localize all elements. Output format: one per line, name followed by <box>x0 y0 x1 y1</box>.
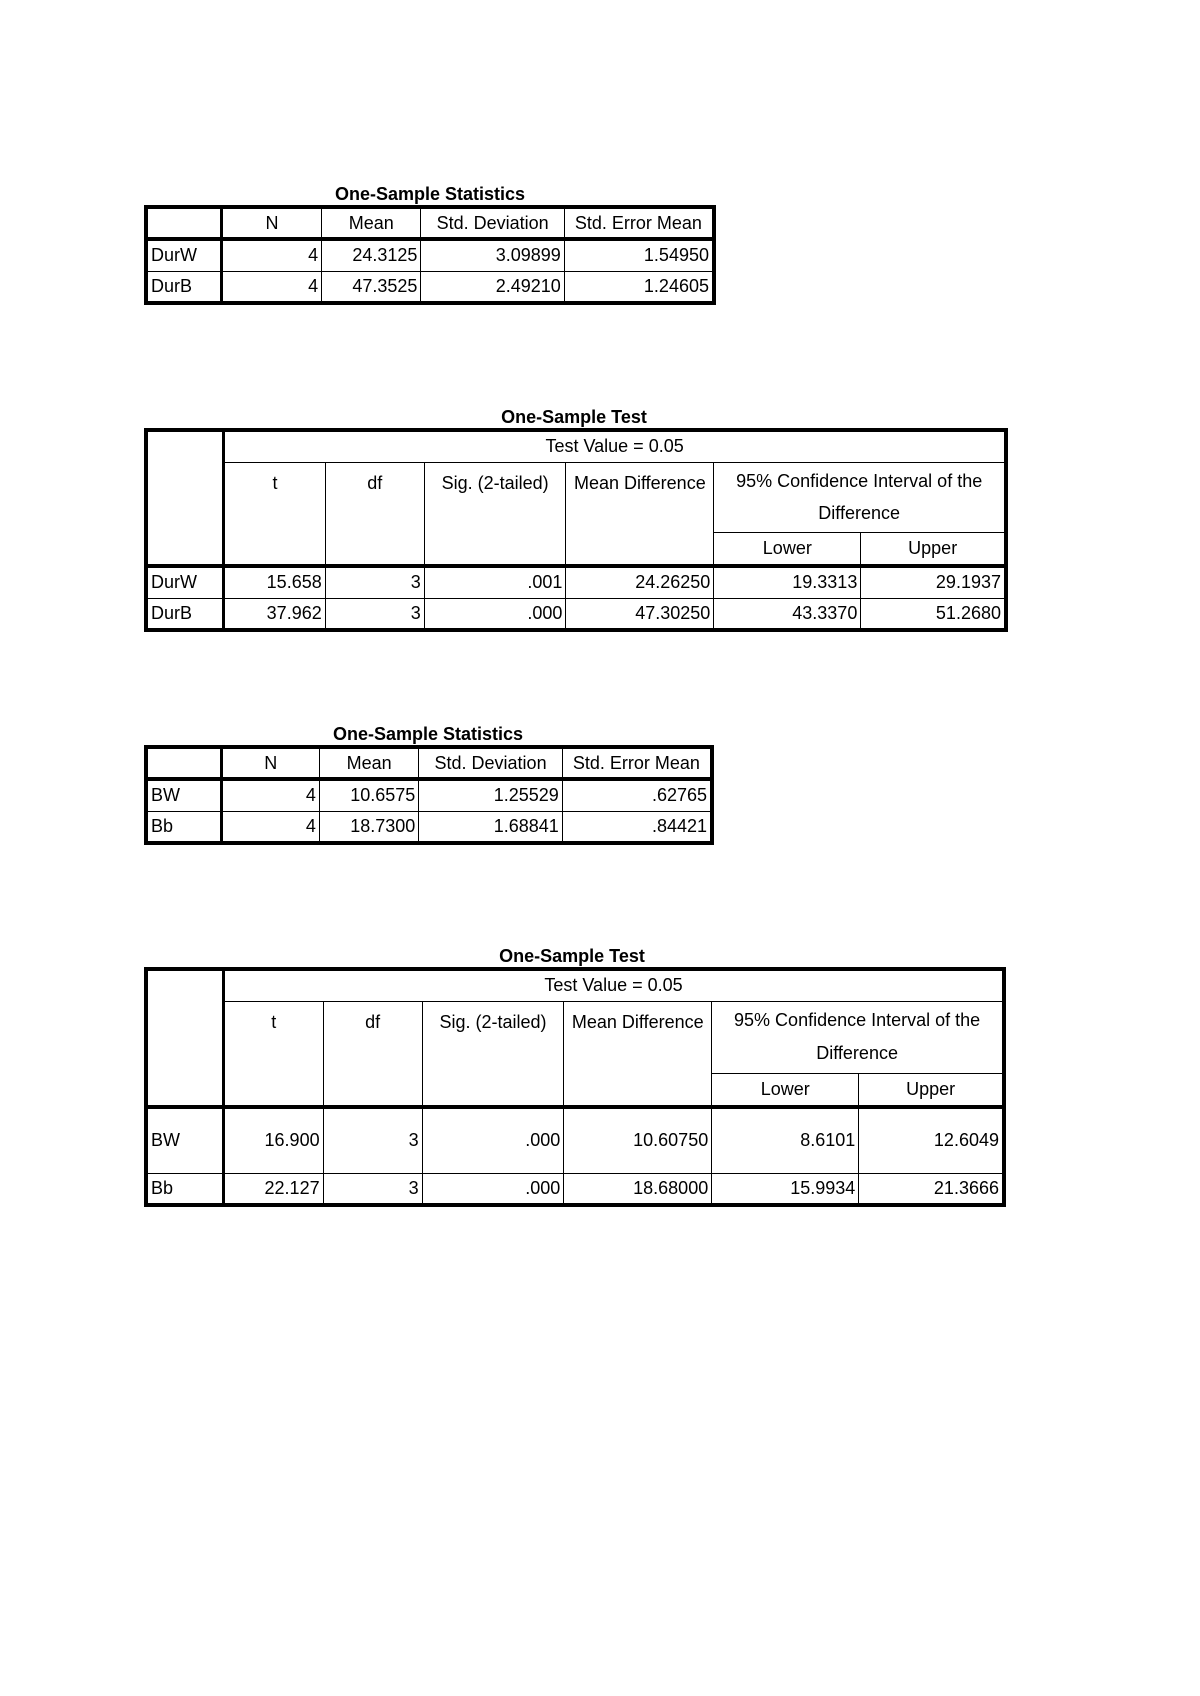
table-cell: 3.09899 <box>421 239 564 271</box>
table-cell: 47.3525 <box>322 271 421 303</box>
header-cell: Upper <box>861 533 1006 566</box>
table-row <box>146 598 1006 630</box>
table-cell: 1.25529 <box>419 779 562 811</box>
table-cell: .000 <box>422 1173 564 1205</box>
table-cell: 43.3370 <box>714 598 861 630</box>
row-label: DurB <box>146 598 224 630</box>
header-cell <box>146 207 222 239</box>
table-row <box>146 271 714 303</box>
row-label: Bb <box>146 1173 224 1205</box>
table-cell: 21.3666 <box>859 1173 1004 1205</box>
table-cell: .000 <box>422 1107 564 1173</box>
header-cell: Sig. (2-tailed) <box>424 462 566 566</box>
table-cell: 4 <box>222 239 322 271</box>
table-cell: 2.49210 <box>421 271 564 303</box>
row-label: Bb <box>146 811 221 843</box>
ci-header: 95% Confidence Interval of the Difference <box>714 462 1006 533</box>
table-cell: 51.2680 <box>861 598 1006 630</box>
test-table <box>144 428 1008 632</box>
header-cell: Std. Deviation <box>419 747 562 779</box>
table-cell: 4 <box>221 811 319 843</box>
header-cell: Mean <box>319 747 418 779</box>
header-cell: Mean Difference <box>564 1001 712 1107</box>
row-label: BW <box>146 779 221 811</box>
stats-table <box>144 745 714 845</box>
table-cell: 15.9934 <box>712 1173 859 1205</box>
header-cell: N <box>222 207 322 239</box>
table-row <box>146 1173 1004 1205</box>
header-cell: Upper <box>859 1074 1004 1107</box>
table-cell: 1.24605 <box>564 271 714 303</box>
table-row <box>146 811 712 843</box>
table-cell: 4 <box>222 271 322 303</box>
header-cell: Std. Deviation <box>421 207 564 239</box>
table-cell: 29.1937 <box>861 566 1006 598</box>
table-row <box>146 779 712 811</box>
table-row <box>146 239 714 271</box>
table-cell: 47.30250 <box>566 598 714 630</box>
header-cell: N <box>221 747 319 779</box>
table-cell: 15.658 <box>224 566 326 598</box>
test-table <box>144 967 1006 1207</box>
table-title: One-Sample Test <box>501 407 647 427</box>
table-title: One-Sample Statistics <box>333 724 524 744</box>
table-cell: 24.26250 <box>566 566 714 598</box>
table-row <box>146 566 1006 598</box>
table-cell: 18.7300 <box>319 811 418 843</box>
header-cell: Lower <box>712 1074 859 1107</box>
header-cell: t <box>224 1001 324 1107</box>
header-cell: Lower <box>714 533 861 566</box>
header-cell: df <box>323 1001 422 1107</box>
table-cell: 24.3125 <box>322 239 421 271</box>
row-label: DurB <box>146 271 222 303</box>
row-label: DurW <box>146 239 222 271</box>
table-title: One-Sample Statistics <box>335 184 526 204</box>
header-cell: Mean Difference <box>566 462 714 566</box>
table-cell: .62765 <box>562 779 712 811</box>
table-cell: 18.68000 <box>564 1173 712 1205</box>
header-cell <box>146 747 221 779</box>
table-cell: 12.6049 <box>859 1107 1004 1173</box>
header-cell: df <box>325 462 424 566</box>
header-cell: Sig. (2-tailed) <box>422 1001 564 1107</box>
corner-cell <box>146 430 224 566</box>
table-cell: 37.962 <box>224 598 326 630</box>
header-cell: Mean <box>322 207 421 239</box>
table-cell: .000 <box>424 598 566 630</box>
table-cell: 16.900 <box>224 1107 324 1173</box>
table-cell: 1.54950 <box>564 239 714 271</box>
test-value-header: Test Value = 0.05 <box>224 430 1006 462</box>
table-cell: 22.127 <box>224 1173 324 1205</box>
table-cell: 3 <box>325 566 424 598</box>
table-cell: 10.6575 <box>319 779 418 811</box>
ci-header: 95% Confidence Interval of the Difference <box>712 1001 1004 1074</box>
table-cell: 3 <box>323 1173 422 1205</box>
table-cell: 8.6101 <box>712 1107 859 1173</box>
row-label: DurW <box>146 566 224 598</box>
header-cell: Std. Error Mean <box>564 207 714 239</box>
row-label: BW <box>146 1107 224 1173</box>
table-row <box>146 1107 1004 1173</box>
corner-cell <box>146 969 224 1107</box>
test-value-header: Test Value = 0.05 <box>224 969 1004 1001</box>
table-cell: 19.3313 <box>714 566 861 598</box>
table-cell: 4 <box>221 779 319 811</box>
table-title: One-Sample Test <box>499 946 645 966</box>
table-cell: 3 <box>325 598 424 630</box>
table-cell: .84421 <box>562 811 712 843</box>
header-cell: Std. Error Mean <box>562 747 712 779</box>
header-cell: t <box>224 462 326 566</box>
table-cell: 10.60750 <box>564 1107 712 1173</box>
table-cell: .001 <box>424 566 566 598</box>
stats-table <box>144 205 716 305</box>
table-cell: 3 <box>323 1107 422 1173</box>
table-cell: 1.68841 <box>419 811 562 843</box>
